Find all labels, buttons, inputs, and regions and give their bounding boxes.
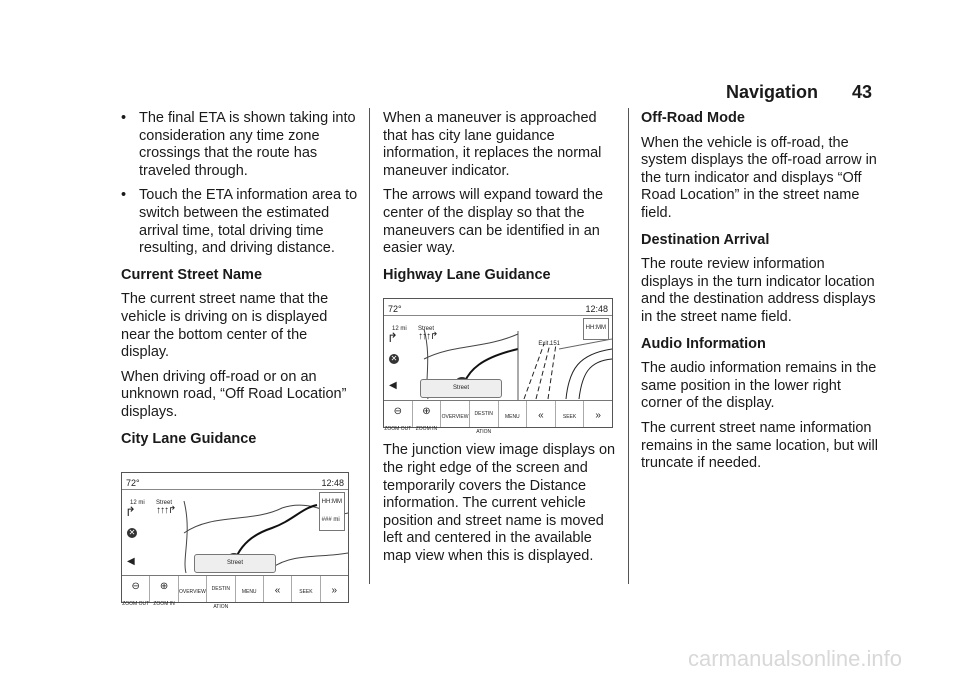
menu-button[interactable] — [499, 401, 528, 427]
status-bar — [384, 299, 612, 316]
button-label: DESTIN ATION — [211, 586, 230, 610]
paragraph: The audio information remains in the same position in the lower right corner of the display. — [641, 360, 877, 412]
heading-offroad: Off-Road Mode — [641, 110, 745, 126]
lane-arrows-icon: ↑↑↑↱ — [156, 505, 176, 517]
heading-current-street: Current Street Name — [121, 266, 263, 283]
button-label: ZOOM OUT — [384, 425, 412, 432]
seek-forward-button[interactable] — [584, 401, 612, 427]
street-label: Street — [420, 379, 502, 399]
zoom-out-icon: ⊖ — [131, 581, 140, 593]
zoom-in-icon: ⊕ — [422, 406, 431, 418]
bottom-toolbar — [384, 400, 612, 435]
paragraph: The current street name that the vehicle is driving on is displayed near the bottom center of the display. — [121, 291, 329, 361]
column-2 — [383, 110, 623, 573]
destination-button[interactable] — [470, 401, 499, 435]
exit-label: Exit 151 — [538, 341, 560, 348]
street-name: Street — [156, 500, 173, 507]
heading-destination: Destination Arrival — [641, 231, 770, 248]
eta-box[interactable] — [583, 318, 609, 340]
bullet-item — [121, 187, 359, 257]
section-title: Navigation — [725, 82, 818, 102]
heading-city-lane: City Lane Guidance — [121, 430, 257, 447]
button-label: OVERVIEW — [441, 414, 469, 421]
bullet-glyph: • — [121, 187, 127, 204]
button-label: MENU — [504, 414, 520, 421]
cancel-icon[interactable]: ✕ — [390, 354, 398, 364]
street-name: Street — [418, 326, 435, 333]
distance: 12 mi — [392, 326, 407, 333]
button-label: DESTIN ATION — [474, 411, 493, 435]
seek-forward-icon: » — [331, 585, 338, 597]
bullet-glyph: • — [121, 110, 127, 126]
clock: 12:48 — [585, 304, 608, 315]
bullet-text: Touch the ETA information area to switch between the estimated arrival time, total driving time resulting, and driving distance. — [139, 187, 358, 257]
button-label: SEEK — [562, 414, 577, 421]
button-label: ZOOM IN — [153, 600, 175, 607]
paragraph: When the vehicle is off-road, the system displays the off-road arrow in the turn indicator and displays “Off Road Location” in the street name field. — [641, 134, 877, 221]
paragraph: The arrows will expand toward the center of the display so that the maneuvers can be identified in an easier way. — [383, 187, 604, 257]
seek-back-button[interactable] — [264, 576, 292, 602]
eta-distance: ### mi — [321, 516, 340, 523]
bullet-item — [121, 110, 359, 180]
clock: 12:48 — [321, 478, 344, 489]
watermark: carmanualsonline.info — [687, 646, 902, 671]
city-lane-screenshot — [121, 472, 349, 610]
eta-time: HH:MM — [585, 325, 606, 332]
seek-forward-icon: » — [595, 410, 601, 422]
overview-button[interactable] — [179, 576, 207, 602]
highway-lane-screenshot — [383, 298, 613, 435]
seek-button[interactable] — [556, 401, 585, 427]
mute-icon[interactable]: ◀ — [127, 556, 135, 568]
bullet-text: The final ETA is shown taking into consideration any time zone crossings that the route has traveled through. — [139, 110, 356, 179]
paragraph: The route review information displays in the turn indicator location and the destination address displays in the street name field. — [641, 256, 876, 325]
overview-button[interactable] — [441, 401, 470, 427]
seek-back-icon: « — [538, 410, 544, 422]
seek-back-icon: « — [274, 585, 281, 597]
button-label: ZOOM OUT — [122, 600, 150, 607]
status-bar — [122, 473, 348, 490]
destination-button[interactable] — [207, 576, 235, 610]
button-label: ZOOM IN — [415, 425, 438, 432]
button-label: SEEK — [299, 589, 313, 596]
button-label: OVERVIEW — [179, 589, 206, 596]
page-number: 43 — [851, 82, 872, 102]
seek-back-button[interactable] — [527, 401, 556, 427]
turn-arrow-icon: ↱ — [387, 330, 398, 346]
temperature: 72° — [388, 304, 402, 315]
bottom-toolbar — [122, 575, 348, 610]
column-divider-1 — [369, 108, 370, 584]
zoom-out-button[interactable] — [122, 576, 150, 607]
seek-button[interactable] — [292, 576, 320, 602]
zoom-in-icon: ⊕ — [159, 581, 169, 593]
seek-forward-button[interactable] — [321, 576, 348, 602]
heading-highway-lane: Highway Lane Guidance — [383, 266, 551, 283]
cancel-icon[interactable]: ✕ — [128, 528, 136, 538]
page-header — [726, 82, 872, 103]
zoom-out-button[interactable] — [384, 401, 413, 432]
paragraph: When driving off-road or on an unknown road, “Off Road Location” displays. — [121, 368, 347, 420]
street-label: Street — [194, 554, 276, 574]
paragraph: The junction view image displays on the right edge of the screen and temporarily covers the Distance information. The current vehicle position and street name is moved left and centered in the available map view when this is displayed. — [383, 442, 616, 564]
zoom-in-button[interactable] — [150, 576, 178, 607]
menu-button[interactable] — [236, 576, 264, 602]
button-label: MENU — [241, 589, 257, 596]
turn-arrow-icon: ↱ — [125, 504, 136, 520]
lane-arrows-icon: ↑↑↑↱ — [418, 331, 438, 343]
temperature: 72° — [126, 478, 140, 489]
zoom-in-button[interactable] — [413, 401, 442, 432]
eta-box[interactable] — [319, 492, 345, 531]
column-1 — [121, 110, 359, 610]
column-3 — [641, 110, 881, 480]
distance: 12 mi — [130, 500, 145, 507]
heading-audio: Audio Information — [641, 335, 766, 352]
zoom-out-icon: ⊖ — [393, 406, 402, 418]
column-divider-2 — [628, 108, 629, 584]
eta-time: HH:MM — [321, 499, 342, 506]
paragraph: The current street name information remains in the same location, but will truncate if needed. — [641, 419, 878, 472]
paragraph: When a maneuver is approached that has city lane guidance information, it replaces the normal maneuver indicator. — [383, 110, 602, 179]
mute-icon[interactable]: ◀ — [389, 380, 397, 392]
